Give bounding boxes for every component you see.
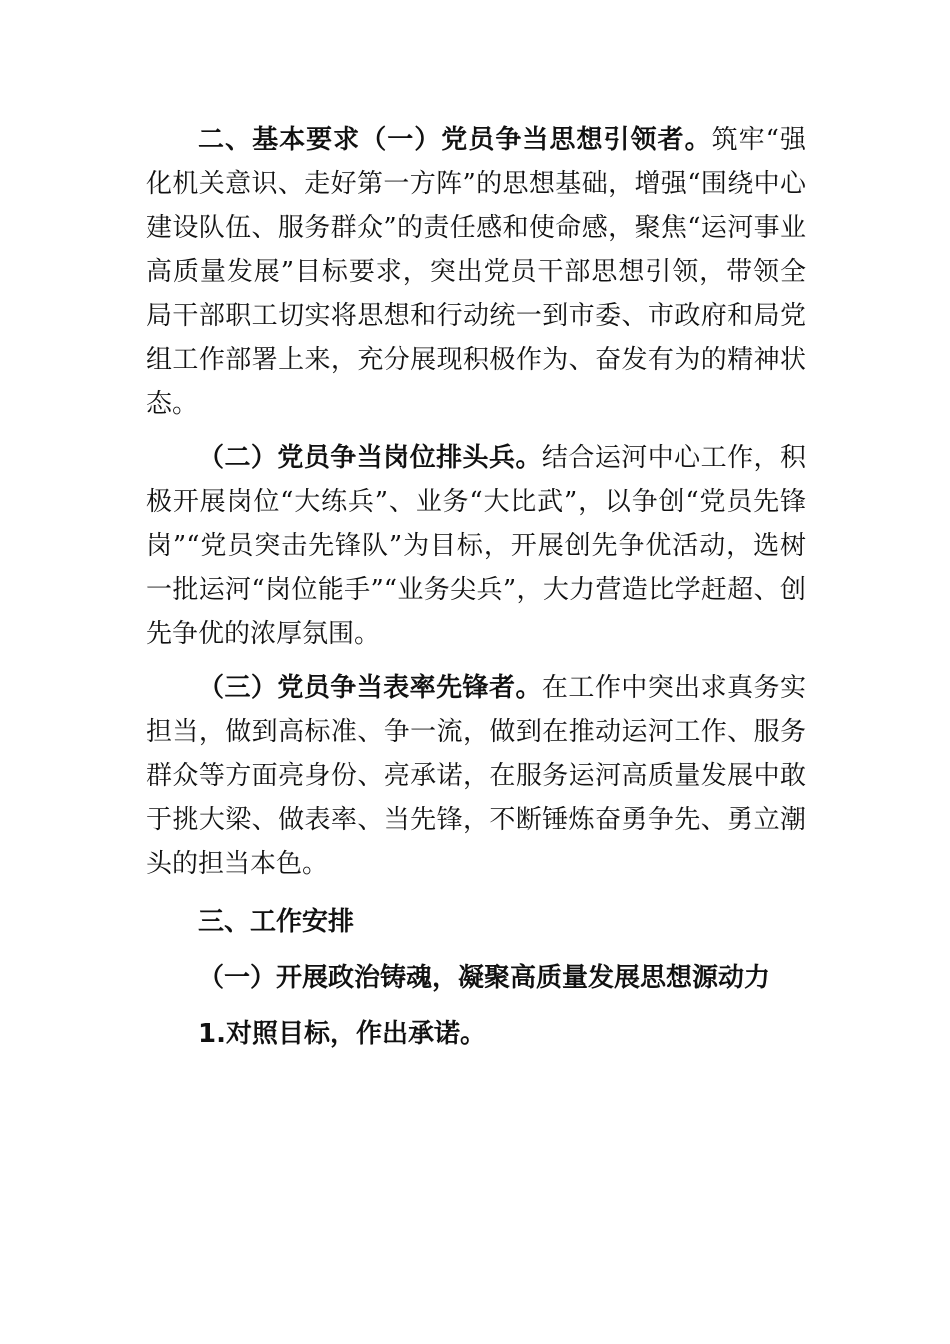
paragraph-text: 结合运河中心工作，积极开展岗位“大练兵”、业务“大比武”，以争创“党员先锋岗”“党员突击先锋队”为目标，开展创先争优活动，选树一批运河“岗位能手”“业务尖兵”，大力营造比学赶超、创先争优的浓厚氛围。 [146, 443, 806, 649]
paragraph-text: 筑牢“强化机关意识、走好第一方阵”的思想基础，增强“围绕中心建设队伍、服务群众”的责任感和使命感，聚焦“运河事业高质量发展”目标要求，突出党员干部思想引领，带领全局干部职工切实将思想和行动统一到市委、市政府和局党组工作部署上来，充分展现积极作为、奋发有为的精神状态。 [146, 125, 806, 419]
heading-commitment: 1.对照目标，作出承诺。 [198, 1019, 486, 1049]
paragraph-basic-requirements-3 [146, 666, 806, 886]
heading-political-soul: （一）开展政治铸魂，凝聚高质量发展思想源动力 [198, 963, 771, 993]
paragraph-lead: （三）党员争当表率先锋者。 [198, 673, 542, 703]
heading-work-arrangement: 三、工作安排 [198, 907, 355, 937]
paragraph-lead: （二）党员争当岗位排头兵。 [198, 443, 542, 473]
paragraph-basic-requirements-2 [146, 436, 806, 656]
paragraph-basic-requirements-1 [146, 118, 806, 426]
paragraph-lead: 二、基本要求（一）党员争当思想引领者。 [198, 125, 712, 155]
paragraph-text: 在工作中突出求真务实担当，做到高标准、争一流，做到在推动运河工作、服务群众等方面亮身份、亮承诺，在服务运河高质量发展中敢于挑大梁、做表率、当先锋，不断锤炼奋勇争先、勇立潮头的担当本色。 [146, 673, 806, 879]
document-body [146, 118, 806, 1056]
